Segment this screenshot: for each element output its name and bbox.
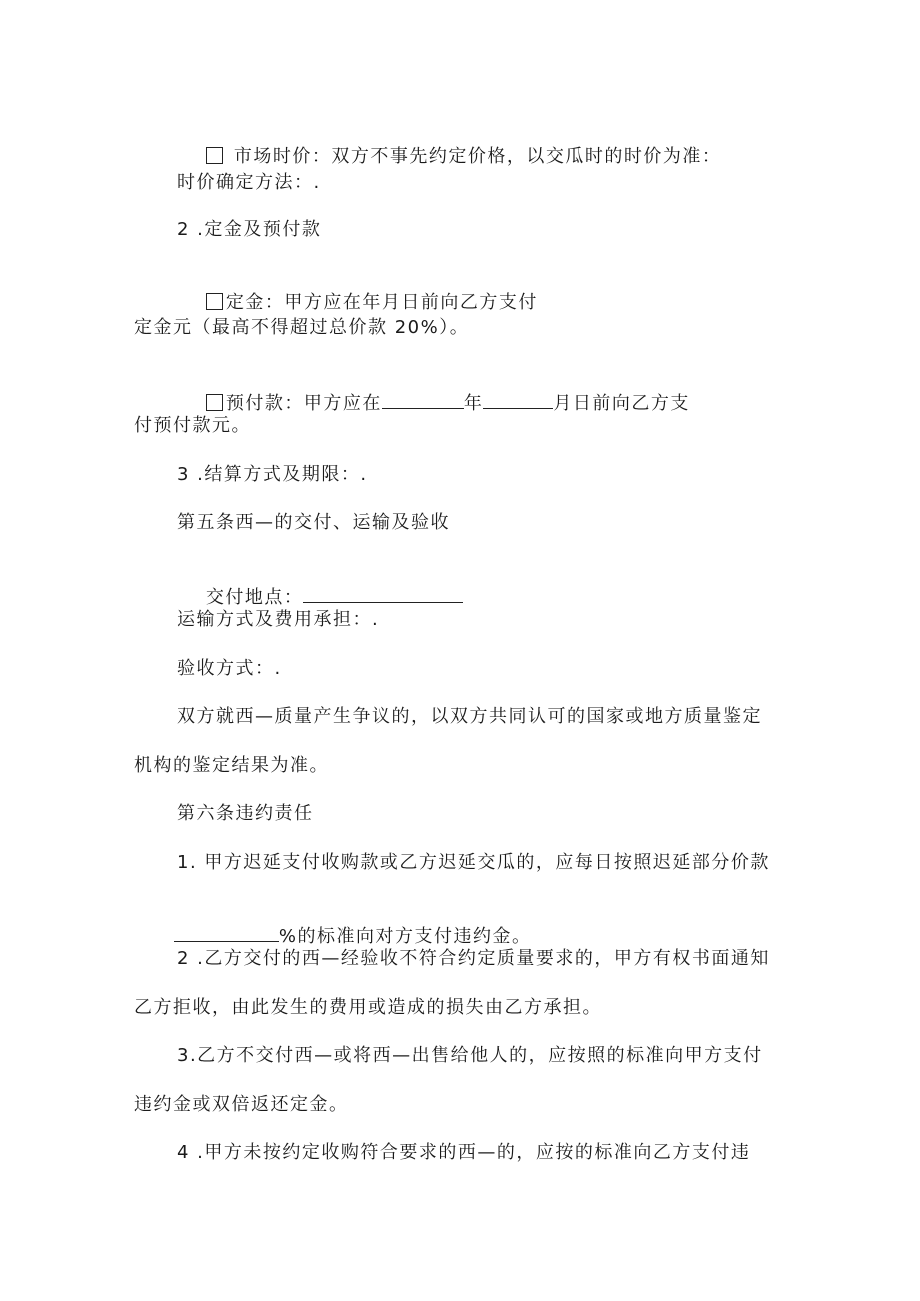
prepayment-text-a: 预付款：甲方应在 [225, 393, 382, 414]
transport-line: 运输方式及费用承担：. [177, 609, 380, 630]
deposit-amount-line: 定金元（最高不得超过总价款 20%）。 [134, 317, 470, 338]
price-method-line: 时价确定方法：. [177, 172, 321, 193]
dispute-line-2: 机构的鉴定结果为准。 [134, 755, 329, 776]
liability-1-line-1: 1. 甲方迟延支付收购款或乙方迟延交瓜的，应每日按照迟延部分价款 [177, 852, 770, 873]
liability-4-line-1: 4 .甲方未按约定收购符合要求的西—的，应按的标准向乙方支付违 [177, 1142, 751, 1163]
settlement-line: 3 .结算方式及期限：. [177, 464, 368, 485]
checkbox-prepayment[interactable] [206, 394, 223, 411]
checkbox-market-price[interactable] [206, 147, 223, 164]
liability-2-line-2: 乙方拒收，由此发生的费用或造成的损失由乙方承担。 [134, 997, 602, 1018]
liability-3-line-1: 3.乙方不交付西—或将西—出售给他人的，应按照的标准向甲方支付 [177, 1045, 763, 1066]
prepayment-year-blank[interactable] [382, 390, 464, 409]
deposit-text: 定金：甲方应在年月日前向乙方支付 [225, 292, 538, 313]
liability-3-line-2: 违约金或双倍返还定金。 [134, 1094, 349, 1115]
prepayment-text-b: 年 [463, 393, 484, 414]
dispute-line-1: 双方就西—质量产生争议的，以双方共同认可的国家或地方质量鉴定 [177, 706, 762, 727]
acceptance-line: 验收方式：. [177, 658, 282, 679]
liability-2-line-1: 2 .乙方交付的西—经验收不符合约定质量要求的，甲方有权书面通知 [177, 948, 770, 969]
delivery-location-label: 交付地点： [205, 587, 304, 608]
penalty-rate-blank[interactable] [174, 923, 279, 942]
penalty-rate-text: %的标准向对方支付违约金。 [278, 926, 532, 947]
delivery-location-blank[interactable] [303, 584, 463, 603]
market-price-text: 市场时价：双方不事先约定价格，以交瓜时的时价为准： [233, 146, 722, 167]
section-deposit-heading: 2 .定金及预付款 [177, 219, 322, 240]
article-six-heading: 第六条违约责任 [177, 803, 314, 824]
prepayment-text-c: 月日前向乙方支 [553, 393, 690, 414]
checkbox-deposit[interactable] [206, 293, 223, 310]
article-five-heading: 第五条西—的交付、运输及验收 [177, 512, 450, 533]
prepayment-amount-line: 付预付款元。 [134, 415, 251, 436]
prepayment-month-blank[interactable] [483, 390, 553, 409]
prepayment-option [177, 366, 690, 440]
